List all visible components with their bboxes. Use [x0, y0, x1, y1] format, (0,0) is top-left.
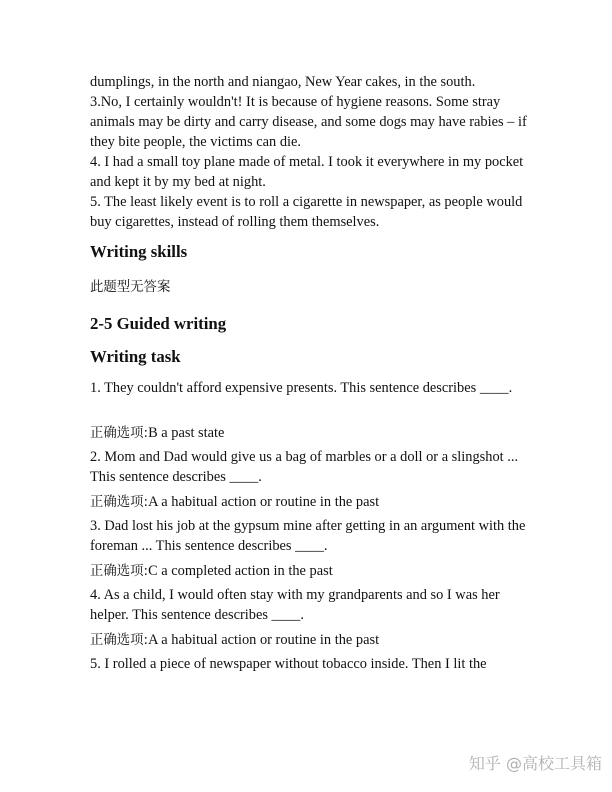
answer-item-4: 4. I had a small toy plane made of metal. I took it everywhere in my pocket and kept it by my bed at night.: [90, 154, 524, 190]
answer-prefix: 正确选项:: [90, 426, 149, 441]
answer-4: [90, 630, 530, 651]
answer-3: [90, 561, 530, 582]
answer-text: B a past state: [148, 425, 225, 441]
answer-text: A a habitual action or routine in the past: [148, 494, 380, 510]
answer-1: [90, 423, 530, 444]
question-3: 3. Dad lost his job at the gypsum mine after getting in an argument with the foreman ... This sentence describes ____.: [90, 518, 526, 554]
answer-dumplings-line: dumplings, in the north and niangao, New Year cakes, in the south.: [90, 74, 476, 90]
answer-prefix: 正确选项:: [90, 564, 149, 579]
writing-skills-heading: Writing skills: [90, 242, 188, 261]
answer-item-5: 5. The least likely event is to roll a cigarette in newspaper, as people would buy cigarettes, instead of rolling them themselves.: [90, 194, 523, 230]
no-answer-note: 此题型无答案: [90, 280, 171, 295]
answer-text: C a completed action in the past: [148, 563, 333, 579]
answer-prefix: 正确选项:: [90, 495, 149, 510]
guided-writing-heading: 2-5 Guided writing: [90, 314, 227, 333]
question-5-partial: 5. I rolled a piece of newspaper without tobacco inside. Then I lit the: [90, 656, 487, 672]
answer-2: [90, 492, 530, 513]
answer-prefix: 正确选项:: [90, 633, 149, 648]
question-2: 2. Mom and Dad would give us a bag of marbles or a doll or a slingshot ... This sentence describes ____.: [90, 449, 519, 485]
question-1: 1. They couldn't afford expensive presents. This sentence describes ____.: [90, 380, 513, 396]
answer-text: A a habitual action or routine in the past: [148, 632, 380, 648]
watermark: 知乎 @高校工具箱: [468, 754, 602, 773]
answer-item-3: 3.No, I certainly wouldn't! It is because of hygiene reasons. Some stray animals may be dirty and carry disease, and some dogs may have rabies – if they bite people, the victims can die.: [90, 94, 527, 150]
question-4: 4. As a child, I would often stay with my grandparents and so I was her helper. This sentence describes ____.: [90, 587, 500, 623]
writing-task-heading: Writing task: [90, 347, 181, 366]
